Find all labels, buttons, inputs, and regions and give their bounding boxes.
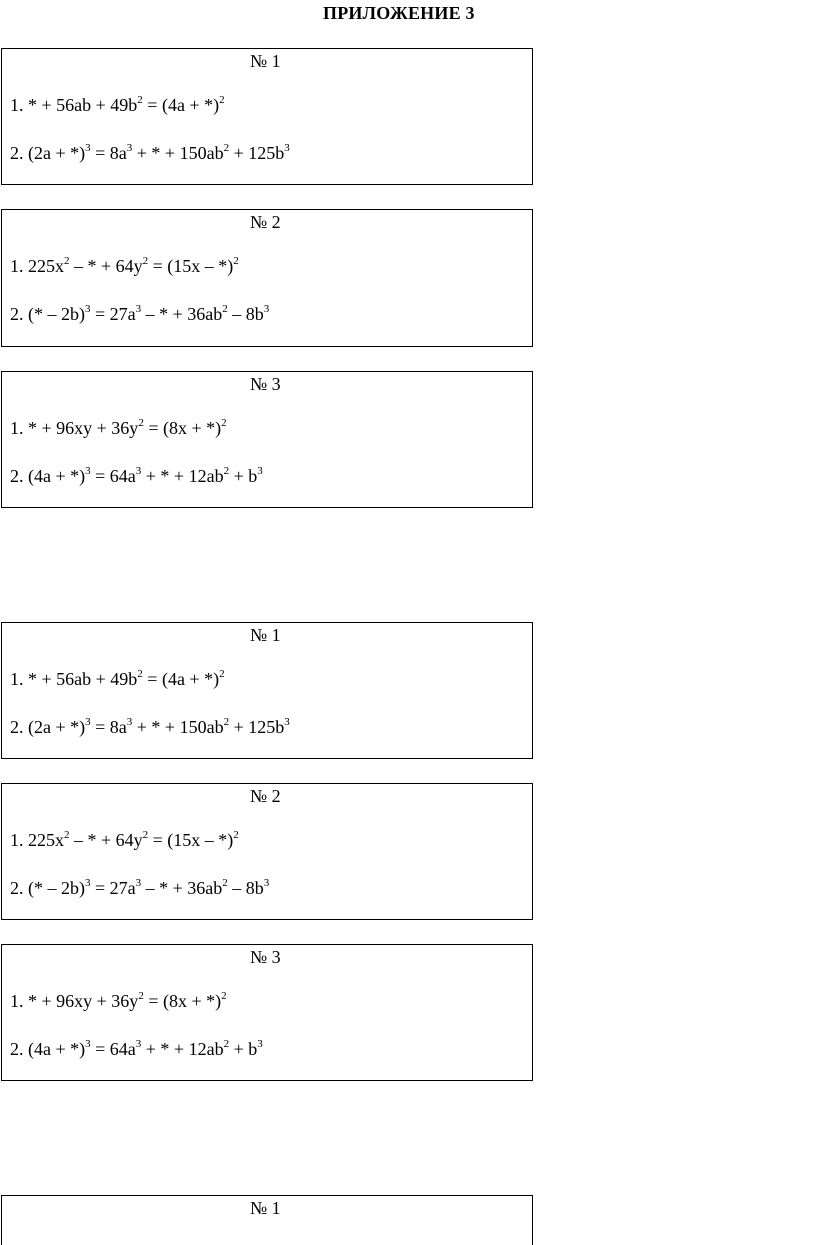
card-number: № 2 bbox=[250, 212, 281, 232]
exercise-line-2: 2. (* – $2b)^3 = 27a^3$ – * + $36ab^2 - 8b^3$ bbox=[10, 303, 270, 324]
exercise-line-1: 1. $225x^2$ – * + $64y^2 = (15x - *)^2$ bbox=[10, 255, 239, 276]
card-number: № 2 bbox=[250, 786, 281, 806]
exercise-line-2: 2. $(4a + *)^3 = 64a^3$ + * + $12ab^2 + b^3$ bbox=[10, 1038, 263, 1059]
exercise-line-2: 2. $(2a + *)^3 = 8a^3$ + * + $150ab^2 + 125b^3$ bbox=[10, 142, 290, 163]
page-title: ПРИЛОЖЕНИЕ 3 bbox=[323, 3, 475, 23]
exercise-line-1: 1. $225x^2$ – * + $64y^2 = (15x - *)^2$ bbox=[10, 829, 239, 850]
exercise-card-2 bbox=[1, 783, 533, 920]
card-number: № 1 bbox=[250, 625, 281, 645]
card-number: № 3 bbox=[250, 374, 281, 394]
card-number: № 1 bbox=[250, 1198, 281, 1218]
exercise-line-1: 1. * + $56ab + 49b^2 = (4a + *)^2$ bbox=[10, 94, 225, 115]
card-number: № 1 bbox=[250, 51, 281, 71]
exercise-card-1 bbox=[1, 1195, 533, 1245]
card-number: № 3 bbox=[250, 947, 281, 967]
exercise-line-2: 2. $(4a + *)^3 = 64a^3$ + * + $12ab^2 + b^3$ bbox=[10, 465, 263, 486]
exercise-card-2 bbox=[1, 209, 533, 347]
exercise-line-1: 1. * + $56ab + 49b^2 = (4a + *)^2$ bbox=[10, 668, 225, 689]
exercise-line-2: 2. $(2a + *)^3 = 8a^3$ + * + $150ab^2 + 125b^3$ bbox=[10, 716, 290, 737]
exercise-line-1: 1. * + $96xy + 36y^2 = (8x + *)^2$ bbox=[10, 417, 227, 438]
exercise-line-2: 2. (* – $2b)^3 = 27a^3$ – * + $36ab^2 - 8b^3$ bbox=[10, 877, 270, 898]
exercise-line-1: 1. * + $96xy + 36y^2 = (8x + *)^2$ bbox=[10, 990, 227, 1011]
exercise-card-3 bbox=[1, 944, 533, 1081]
exercise-card-1 bbox=[1, 622, 533, 759]
exercise-card-3 bbox=[1, 371, 533, 508]
exercise-card-1 bbox=[1, 48, 533, 185]
